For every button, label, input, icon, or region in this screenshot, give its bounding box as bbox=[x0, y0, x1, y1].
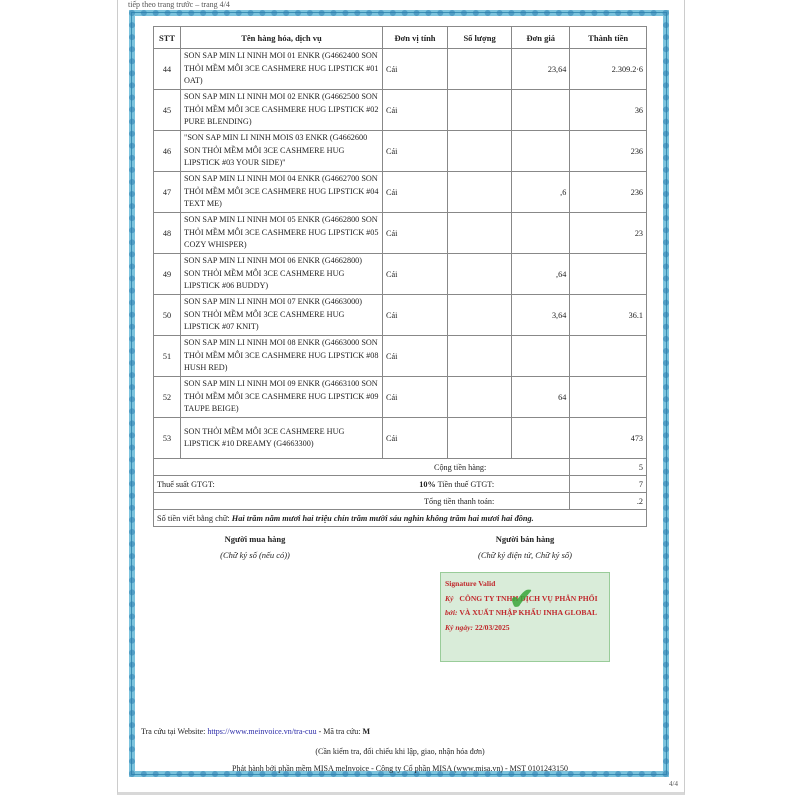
total-label: Tổng tiền thanh toán: bbox=[154, 493, 570, 510]
cell-qty bbox=[448, 172, 512, 213]
cell-unit: Cái bbox=[383, 172, 448, 213]
table-row bbox=[154, 49, 647, 90]
cell-qty bbox=[448, 213, 512, 254]
cell-qty bbox=[448, 49, 512, 90]
buyer-block bbox=[155, 534, 355, 560]
cell-price bbox=[512, 131, 570, 172]
cell-price: 23,64 bbox=[512, 49, 570, 90]
signature-box bbox=[440, 572, 610, 662]
table-row bbox=[154, 336, 647, 377]
words-label: Số tiền viết bằng chữ: bbox=[157, 513, 230, 523]
total-value: .2 bbox=[570, 493, 647, 510]
lookup-label: Tra cứu tại Website: bbox=[141, 727, 206, 736]
page-number: 4/4 bbox=[669, 780, 678, 788]
table-row bbox=[154, 295, 647, 336]
cell-name: SON SAP MIN LI NINH MOI 05 ENKR (G4662800 SON THỎI MỀM MÔI 3CE CASHMERE HUG LIPSTICK #05 COZY WHISPER) bbox=[181, 213, 383, 254]
cell-total: 23 bbox=[570, 213, 647, 254]
continuation-note: tiếp theo trang trước – trang 4/4 bbox=[128, 0, 230, 9]
signature-status: Signature Valid bbox=[445, 579, 496, 588]
cell-unit: Cái bbox=[383, 254, 448, 295]
cell-stt: 48 bbox=[154, 213, 181, 254]
cell-stt: 45 bbox=[154, 90, 181, 131]
header-stt: STT bbox=[154, 27, 181, 49]
cell-name: SON SAP MIN LI NINH MOI 07 ENKR (G4663000) SON THỎI MỀM MÔI 3CE CASHMERE HUG LIPSTICK #07 KNIT) bbox=[181, 295, 383, 336]
checkmark-icon: ✔ bbox=[509, 583, 535, 616]
vat-value: 7 bbox=[570, 476, 647, 493]
cell-unit: Cái bbox=[383, 336, 448, 377]
header-total: Thành tiền bbox=[570, 27, 647, 49]
seller-note: (Chữ ký điện tử, Chữ ký số) bbox=[478, 550, 572, 560]
cell-stt: 52 bbox=[154, 377, 181, 418]
cell-stt: 47 bbox=[154, 172, 181, 213]
table-row bbox=[154, 254, 647, 295]
seller-title: Người bán hàng bbox=[495, 534, 555, 544]
buyer-note: (Chữ ký số (nếu có)) bbox=[220, 550, 290, 560]
cell-qty bbox=[448, 90, 512, 131]
subtotal-label: Cộng tiền hàng: bbox=[154, 459, 570, 476]
vat-label: Tiền thuế GTGT: bbox=[437, 479, 495, 489]
cell-price bbox=[512, 336, 570, 377]
cell-name: "SON SAP MIN LI NINH MOIS 03 ENKR (G4662600 SON THỎI MỀM MÔI 3CE CASHMERE HUG LIPSTICK #03 YOUR SIDE)" bbox=[181, 131, 383, 172]
header-name: Tên hàng hóa, dịch vụ bbox=[181, 27, 383, 49]
cell-price: ,64 bbox=[512, 254, 570, 295]
header-qty: Số lượng bbox=[448, 27, 512, 49]
header-unit: Đơn vị tính bbox=[383, 27, 448, 49]
cell-stt: 51 bbox=[154, 336, 181, 377]
cell-name: SON SAP MIN LI NINH MOI 02 ENKR (G4662500 SON THỎI MỀM MÔI 3CE CASHMERE HUG LIPSTICK #02 PURE BLENDING) bbox=[181, 90, 383, 131]
cell-total: 36 bbox=[570, 90, 647, 131]
buyer-title: Người mua hàng bbox=[224, 534, 286, 544]
publisher-note: Phát hành bởi phần mềm MISA meInvoice - Công ty Cổ phần MISA (www.misa.vn) - MST 0101243150 bbox=[232, 764, 568, 773]
cell-unit: Cái bbox=[383, 418, 448, 459]
cell-price bbox=[512, 90, 570, 131]
cell-qty bbox=[448, 254, 512, 295]
cell-name: SON THỎI MỀM MÔI 3CE CASHMERE HUG LIPSTICK #10 DREAMY (G4663300) bbox=[181, 418, 383, 459]
cell-qty bbox=[448, 377, 512, 418]
lookup-line bbox=[141, 727, 671, 736]
cell-unit: Cái bbox=[383, 213, 448, 254]
signed-by: CÔNG TY TNHH DỊCH VỤ PHÂN PHỐI VÀ XUẤT NHẬP KHẨU INHA GLOBAL bbox=[459, 593, 598, 617]
cell-qty bbox=[448, 131, 512, 172]
vat-rate-label: Thuế suất GTGT: bbox=[157, 479, 215, 489]
invoice-frame bbox=[129, 10, 669, 777]
cell-total bbox=[570, 377, 647, 418]
cell-stt: 53 bbox=[154, 418, 181, 459]
cell-unit: Cái bbox=[383, 90, 448, 131]
cell-price bbox=[512, 213, 570, 254]
table-row bbox=[154, 90, 647, 131]
sign-date-label: Ký ngày: bbox=[445, 622, 474, 632]
cell-price: 3,64 bbox=[512, 295, 570, 336]
cell-unit: Cái bbox=[383, 295, 448, 336]
cell-unit: Cái bbox=[383, 49, 448, 90]
cell-price bbox=[512, 418, 570, 459]
cell-qty bbox=[448, 336, 512, 377]
cell-total: 236 bbox=[570, 131, 647, 172]
header-price: Đơn giá bbox=[512, 27, 570, 49]
cell-name: SON SAP MIN LI NINH MOI 04 ENKR (G4662700 SON THỎI MỀM MÔI 3CE CASHMERE HUG LIPSTICK #04 TEXT ME) bbox=[181, 172, 383, 213]
code-label: - Mã tra cứu: bbox=[318, 727, 361, 736]
cell-stt: 49 bbox=[154, 254, 181, 295]
invoice-page bbox=[117, 0, 685, 795]
cell-total bbox=[570, 336, 647, 377]
vat-row bbox=[154, 476, 570, 493]
subtotal-value: 5 bbox=[570, 459, 647, 476]
lookup-link[interactable]: https://www.meinvoice.vn/tra-cuu bbox=[207, 727, 317, 736]
cell-name: SON SAP MIN LI NINH MOI 01 ENKR (G4662400 SON THỎI MỀM MÔI 3CE CASHMERE HUG LIPSTICK #01 OAT) bbox=[181, 49, 383, 90]
signed-by-label: Ký bởi: bbox=[445, 593, 458, 617]
cell-unit: Cái bbox=[383, 131, 448, 172]
cell-name: SON SAP MIN LI NINH MOI 09 ENKR (G4663100 SON THỎI MỀM MÔI 3CE CASHMERE HUG LIPSTICK #09 TAUPE BEIGE) bbox=[181, 377, 383, 418]
cell-stt: 44 bbox=[154, 49, 181, 90]
table-row bbox=[154, 213, 647, 254]
table-row bbox=[154, 172, 647, 213]
cell-qty bbox=[448, 295, 512, 336]
cell-total bbox=[570, 254, 647, 295]
table-row bbox=[154, 131, 647, 172]
cell-price: ,6 bbox=[512, 172, 570, 213]
cell-total: 473 bbox=[570, 418, 647, 459]
check-note: (Cần kiểm tra, đối chiếu khi lập, giao, nhận hóa đơn) bbox=[315, 747, 485, 756]
cell-total: 236 bbox=[570, 172, 647, 213]
sign-date: 22/03/2025 bbox=[474, 622, 510, 632]
items-table bbox=[153, 26, 647, 527]
cell-total: 2.309.2‧6 bbox=[570, 49, 647, 90]
table-row bbox=[154, 418, 647, 459]
lookup-code: M bbox=[362, 727, 371, 736]
cell-name: SON SAP MIN LI NINH MOI 08 ENKR (G4663000 SON THỎI MỀM MÔI 3CE CASHMERE HUG LIPSTICK #08 HUSH RED) bbox=[181, 336, 383, 377]
cell-name: SON SAP MIN LI NINH MOI 06 ENKR (G4662800) SON THỎI MỀM MÔI 3CE CASHMERE HUG LIPSTICK #06 BUDDY) bbox=[181, 254, 383, 295]
cell-unit: Cái bbox=[383, 377, 448, 418]
cell-price: 64 bbox=[512, 377, 570, 418]
cell-total: 36.1 bbox=[570, 295, 647, 336]
words-value: Hai trăm năm mươi hai triệu chín trăm mười sáu nghìn không trăm hai mươi hai đồng. bbox=[231, 513, 534, 523]
cell-stt: 46 bbox=[154, 131, 181, 172]
amount-in-words bbox=[154, 510, 647, 527]
table-row bbox=[154, 377, 647, 418]
cell-stt: 50 bbox=[154, 295, 181, 336]
cell-qty bbox=[448, 418, 512, 459]
vat-rate: 10% bbox=[419, 479, 436, 489]
seller-block bbox=[425, 534, 625, 560]
